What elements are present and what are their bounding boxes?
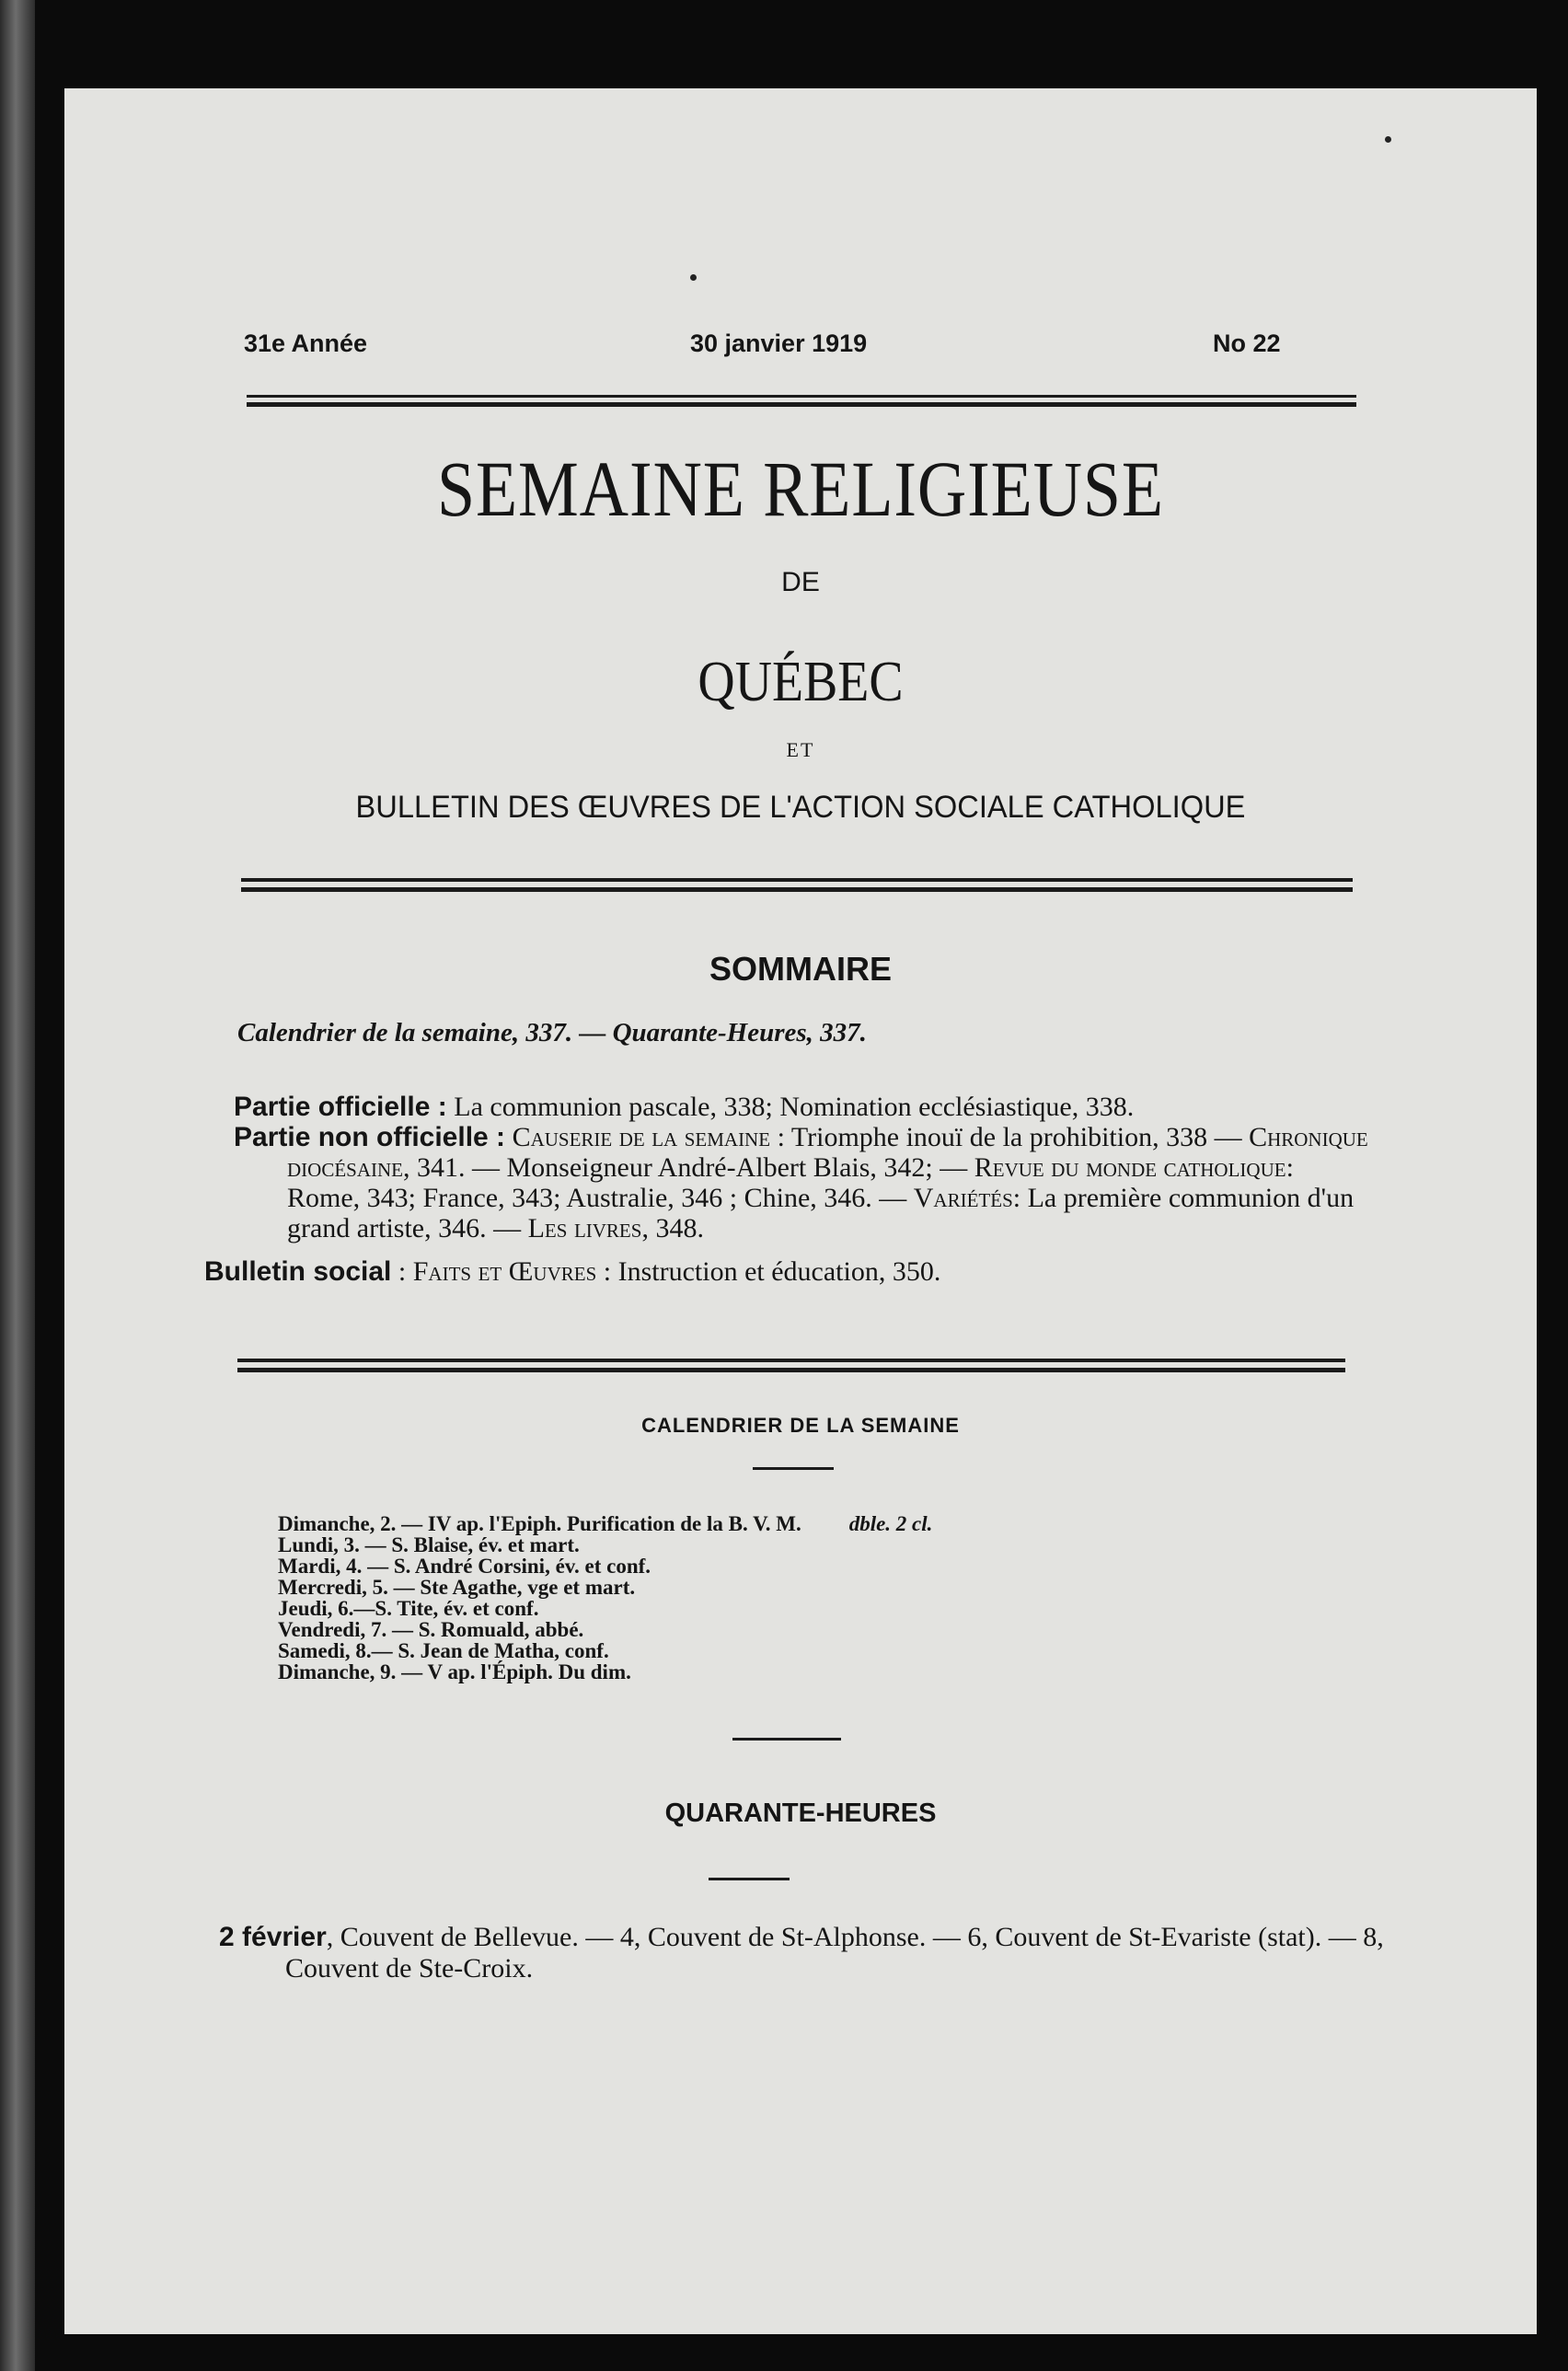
partie-non-officielle-label: Partie non officielle : <box>234 1122 506 1152</box>
pno-text-5: , 348. <box>641 1213 704 1243</box>
document-page <box>64 88 1537 2334</box>
scan-edge <box>0 0 35 2371</box>
partie-non-officielle <box>234 1122 1373 1243</box>
quarante-heures-heading: QUARANTE-HEURES <box>664 1798 937 1828</box>
quarante-heures-text <box>219 1922 1417 1984</box>
masthead-title: SEMAINE RELIGIEUSE <box>437 445 1164 533</box>
quarante-heures-body: , Couvent de Bellevue. — 4, Couvent de St-Alphonse. — 6, Couvent de St-Evariste (stat). — 8, Couvent de Ste-Croix. <box>285 1922 1384 1984</box>
calendar-day-row <box>278 1534 932 1556</box>
pno-text-2: , 341. — Monseigneur André-Albert Blais, 342; — <box>403 1152 974 1183</box>
livres-title: Les livres <box>527 1213 642 1243</box>
sommaire-contents <box>204 1092 1373 1287</box>
calendar-day-text: Jeudi, 6.—S. Tite, év. et conf. <box>278 1597 539 1620</box>
volume-year: 31e Année <box>244 330 368 357</box>
masthead-de: DE <box>781 567 820 597</box>
bulletin-social-label: Bulletin social <box>204 1256 392 1287</box>
varietes-title: Variétés <box>913 1183 1013 1213</box>
quarante-heures-date: 2 février <box>219 1922 327 1952</box>
calendar-day-text: Samedi, 8.— S. Jean de Matha, conf. <box>278 1639 609 1662</box>
calendar-day-text: Mardi, 4. — S. André Corsini, év. et conf. <box>278 1555 651 1578</box>
partie-officielle-text: La communion pascale, 338; Nomination ecclésiastique, 338. <box>446 1092 1135 1122</box>
faits-oeuvres-title: Faits et Œuvres <box>412 1256 597 1287</box>
calendar-day-text: Vendredi, 7. — S. Romuald, abbé. <box>278 1618 584 1641</box>
pno-text-4: : La première communion d'un grand artiste, 346. — <box>287 1183 1355 1243</box>
calendrier-end-rule <box>732 1738 841 1741</box>
calendar-day-row <box>278 1619 932 1640</box>
causerie-title: Causerie de la semaine <box>505 1122 771 1152</box>
partie-officielle <box>234 1092 1373 1122</box>
masthead-city: QUÉBEC <box>698 651 904 713</box>
calendar-day-row <box>278 1513 932 1534</box>
ink-speck <box>690 274 697 281</box>
calendar-day-row <box>278 1661 932 1683</box>
sommaire-heading: SOMMAIRE <box>709 950 892 988</box>
issue-date: 30 janvier 1919 <box>690 330 868 357</box>
bs-text-2: : Instruction et éducation, 350. <box>596 1256 941 1287</box>
pno-text-1: : Triomphe inouï de la prohibition, 338 — <box>770 1122 1250 1152</box>
calendar-day-text: Dimanche, 2. — IV ap. l'Epiph. Purification de la B. V. M. <box>278 1512 801 1535</box>
revue-title: Revue du monde catholique <box>974 1152 1286 1183</box>
bs-text-1: : <box>391 1256 413 1287</box>
masthead-subtitle: BULLETIN DES ŒUVRES DE L'ACTION SOCIALE CATHOLIQUE <box>355 790 1246 825</box>
masthead-et: ET <box>786 738 815 761</box>
ink-speck <box>1385 136 1391 143</box>
calendar-day-text: Mercredi, 5. — Ste Agathe, vge et mart. <box>278 1576 636 1599</box>
calendrier-list <box>278 1513 932 1683</box>
sommaire-calendar-line: Calendrier de la semaine, 337. — Quarante-Heures, 337. <box>237 1018 867 1047</box>
calendar-day-row <box>278 1598 932 1619</box>
calendrier-heading: CALENDRIER DE LA SEMAINE <box>641 1414 960 1437</box>
calendar-day-rank: dble. 2 cl. <box>848 1512 933 1535</box>
calendrier-short-rule <box>753 1467 834 1470</box>
calendar-day-row <box>278 1577 932 1598</box>
calendar-day-text: Dimanche, 9. — V ap. l'Épiph. Du dim. <box>278 1660 631 1683</box>
bulletin-social <box>204 1256 1373 1287</box>
chronique-title: Chronique diocésaine <box>287 1122 1368 1183</box>
calendar-day-text: Lundi, 3. — S. Blaise, év. et mart. <box>278 1533 580 1556</box>
partie-officielle-label: Partie officielle : <box>234 1092 447 1122</box>
calendar-day-row <box>278 1640 932 1661</box>
quarante-heures-short-rule <box>709 1878 790 1880</box>
pno-text-3: : Rome, 343; France, 343; Australie, 346 ; Chine, 346. — <box>287 1152 1294 1213</box>
calendar-day-row <box>278 1556 932 1577</box>
issue-number: No 22 <box>1213 330 1281 357</box>
